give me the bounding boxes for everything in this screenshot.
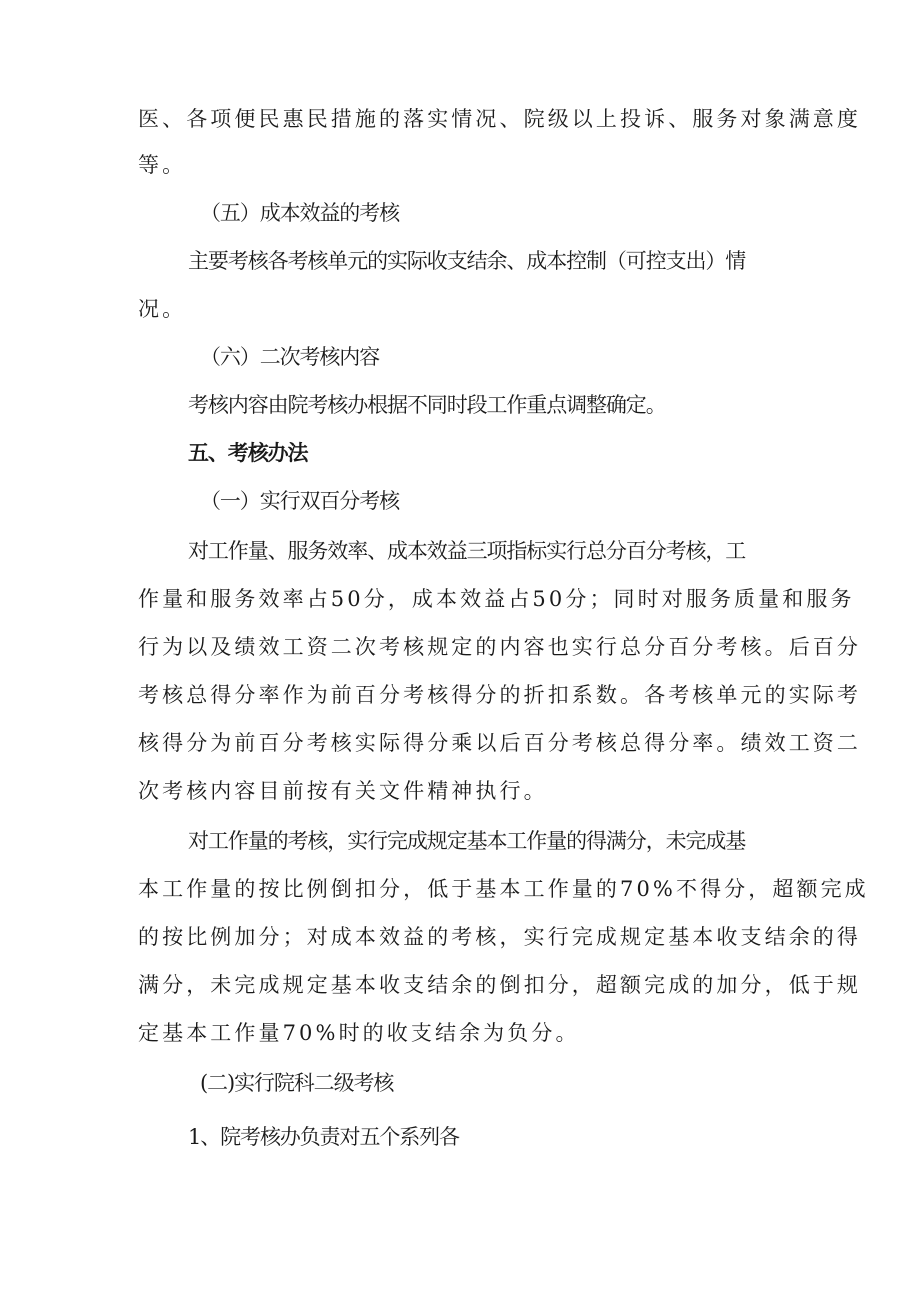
section-heading: 五、考核办法 (188, 440, 308, 465)
paragraph-line: 对工作量的考核，实行完成规定基本工作量的得满分，未完成基 (188, 829, 746, 853)
paragraph-line: 定基本工作量70%时的收支结余为负分。 (138, 1021, 580, 1045)
paragraph-line: 满分，未完成规定基本收支结余的倒扣分，超额完成的加分，低于规 (138, 973, 861, 997)
paragraph-line: 行为以及绩效工资二次考核规定的内容也实行总分百分考核。后百分 (138, 635, 861, 659)
paragraph-line: 况。 (138, 297, 187, 321)
paragraph-line: 核得分为前百分考核实际得分乘以后百分考核总得分率。绩效工资二 (138, 731, 861, 755)
paragraph-line: 主要考核各考核单元的实际收支结余、成本控制（可控支出）情 (188, 249, 746, 273)
paragraph-line: 考核内容由院考核办根据不同时段工作重点调整确定。 (188, 393, 666, 417)
paragraph-line: 的按比例加分；对成本效益的考核，实行完成规定基本收支结余的得 (138, 925, 861, 949)
paragraph-line: 医、各项便民惠民措施的落实情况、院级以上投诉、服务对象满意度 (138, 107, 861, 131)
paragraph-line: 1、院考核办负责对五个系列各 (188, 1125, 459, 1149)
section-subheading: (二)实行院科二级考核 (200, 1071, 394, 1095)
section-subheading: （一）实行双百分考核 (200, 489, 399, 513)
paragraph-line: 次考核内容目前按有关文件精神执行。 (138, 779, 548, 803)
section-subheading: （六）二次考核内容 (200, 345, 380, 369)
paragraph-line: 等。 (138, 153, 187, 177)
paragraph-line: 对工作量、服务效率、成本效益三项指标实行总分百分考核，工 (188, 539, 746, 563)
paragraph-line: 本工作量的按比例倒扣分，低于基本工作量的70%不得分，超额完成 (138, 877, 869, 901)
section-subheading: （五）成本效益的考核 (200, 201, 399, 225)
paragraph-line: 考核总得分率作为前百分考核得分的折扣系数。各考核单元的实际考 (138, 683, 861, 707)
paragraph-line: 作量和服务效率占50分，成本效益占50分；同时对服务质量和服务 (138, 587, 855, 611)
